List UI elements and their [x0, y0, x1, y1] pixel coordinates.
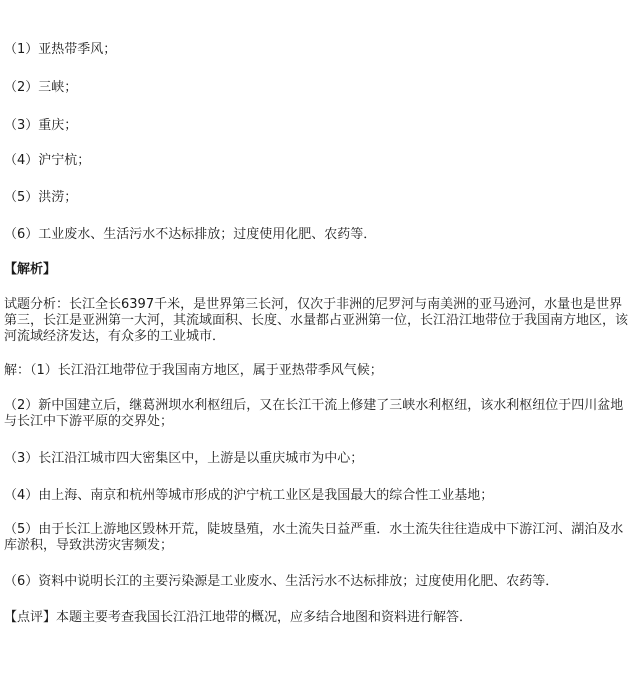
- analysis-intro: 试题分析：长江全长6397千米，是世界第三长河，仅次于非洲的尼罗河与南美洲的亚马逊河，水量也是世界第三，长江是亚洲第一大河，其流域面积、长度、水量都占亚洲第一位，长江沿江地带位于我国南方地区，该河流域经济发达，有众多的工业城市．: [4, 297, 629, 344]
- solution-1: 解：（1）长江沿江地带位于我国南方地区，属于亚热带季风气候；: [4, 363, 383, 378]
- answer-6: （6）工业废水、生活污水不达标排放；过度使用化肥、农药等．: [4, 227, 377, 242]
- solution-6: （6）资料中说明长江的主要污染源是工业废水、生活污水不达标排放；过度使用化肥、农药等．: [4, 574, 559, 589]
- answer-3: （3）重庆；: [4, 118, 78, 133]
- answer-1: （1）亚热带季风；: [4, 42, 117, 57]
- answer-2: （2）三峡；: [4, 80, 78, 95]
- analysis-heading: 【解析】: [4, 262, 57, 277]
- solution-3: （3）长江沿江城市四大密集区中，上游是以重庆城市为中心；: [4, 451, 364, 466]
- solution-2: （2）新中国建立后，继葛洲坝水利枢纽后，又在长江干流上修建了三峡水利枢纽，该水利枢纽位于四川盆地与长江中下游平原的交界处；: [4, 398, 624, 429]
- solution-4: （4）由上海、南京和杭州等城市形成的沪宁杭工业区是我国最大的综合性工业基地；: [4, 488, 494, 503]
- answer-5: （5）洪涝；: [4, 190, 78, 205]
- answer-4: （4）沪宁杭；: [4, 153, 91, 168]
- solution-5: （5）由于长江上游地区毁林开荒，陡坡垦殖，水土流失日益严重．水土流失往往造成中下游江河、湖泊及水库淤积，导致洪涝灾害频发；: [4, 522, 624, 553]
- comment: 【点评】本题主要考查我国长江沿江地带的概况，应多结合地图和资料进行解答．: [4, 610, 473, 625]
